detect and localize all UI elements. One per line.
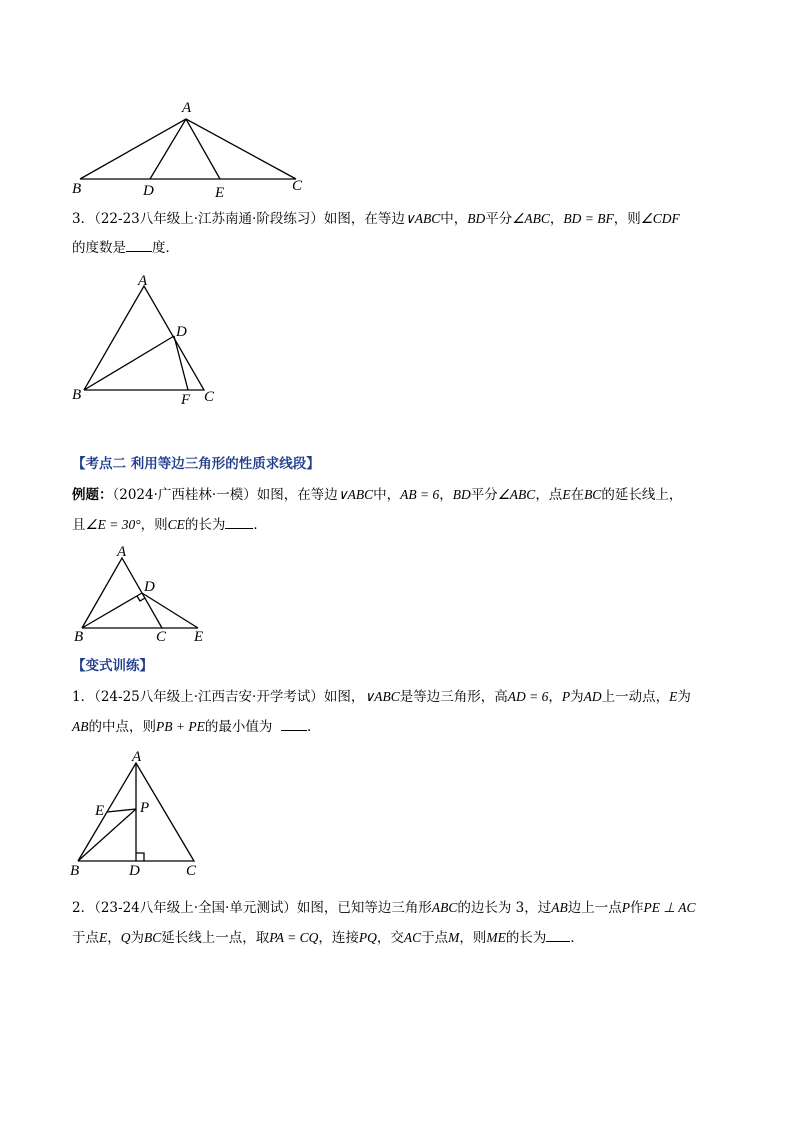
p2-math: AC (403, 930, 422, 945)
p2-text: 为 (130, 930, 144, 946)
example-text: 平分 (470, 487, 498, 503)
example-text: 在 (570, 487, 585, 503)
p1-text: 的中点，则 (88, 719, 156, 735)
q3-text: 平分 (485, 211, 513, 227)
example-text: ． (253, 517, 267, 533)
p1-math: AD = 6 (507, 689, 549, 704)
p2-math: BC (144, 930, 162, 945)
fig3-label-c: C (156, 629, 167, 645)
fig3-label-e: E (194, 629, 204, 645)
example-text: ，则 (140, 517, 168, 533)
p1-text: 1．（24-25八年级上·江西吉安·开学考试）如图， (72, 689, 365, 705)
p2-text: ，连接 (318, 930, 359, 946)
fig3-bd (82, 593, 142, 628)
example-text: 的延长线上， (601, 487, 683, 503)
p2-text: 的长为 (505, 930, 547, 946)
fig1-outline (80, 119, 296, 179)
q3-text: 中， (440, 211, 468, 227)
q3-text: 度． (152, 240, 179, 256)
example-math: BC (584, 487, 602, 502)
p1-text: 为 (570, 689, 584, 705)
p1-math: AB (72, 719, 89, 734)
p2-text: ，交 (376, 930, 404, 946)
answer-blank[interactable] (546, 927, 570, 942)
example-text: 且 (72, 517, 86, 533)
p2-math: M (448, 930, 460, 945)
fig1-label-d: D (143, 183, 154, 199)
p2-text: ． (570, 930, 584, 946)
p1-text: ． (306, 719, 321, 735)
fig1-label-e: E (215, 185, 225, 201)
practice-question-1 (72, 682, 732, 742)
fig2-label-c: C (204, 389, 215, 405)
p1-text: 的最小值为 (204, 719, 273, 735)
fig2-df (174, 336, 188, 390)
fig2-label-a: A (138, 273, 148, 289)
p2-math: E (99, 930, 108, 945)
example-math: ∨ABC (337, 487, 374, 502)
example-text: 中， (373, 487, 401, 503)
example-text: ，点 (535, 487, 563, 503)
p1-text: 是等边三角形，高 (399, 689, 508, 705)
fig2-bd (84, 336, 174, 390)
practice-question-2 (72, 893, 732, 953)
fig4-label-p: P (140, 800, 150, 816)
p2-math: Q (120, 930, 131, 945)
p2-math: P (621, 900, 630, 915)
fig2-label-b: B (72, 387, 82, 403)
fig3-label-d: D (144, 579, 155, 595)
p2-text: 作 (629, 900, 644, 916)
figure-1-triangle (60, 95, 330, 200)
example-math: AB = 6 (400, 487, 440, 502)
figure-3-svg (62, 542, 222, 645)
q3-text: 3．（22-23八年级上·江苏南通·阶段练习）如图，在等边 (72, 211, 405, 227)
example-text: ， (439, 487, 453, 503)
p2-text: 于点 (72, 930, 99, 946)
p2-text: ，则 (459, 930, 487, 946)
figure-2-svg (62, 270, 232, 410)
fig4-pe (107, 809, 136, 812)
p2-text: 2．（23-24八年级上·全国·单元测试）如图，已知等边三角形 (72, 900, 432, 916)
p2-math: PQ (358, 930, 377, 945)
example-text: （2024·广西桂林·一模）如图，在等边 (112, 487, 338, 503)
fig4-label-e: E (95, 803, 105, 819)
example-question (72, 480, 732, 540)
p2-text: 于点 (421, 930, 449, 946)
p2-text: ， (107, 930, 121, 946)
figure-2-triangle (62, 270, 232, 410)
question-3 (72, 204, 732, 263)
p2-math: PA = CQ (269, 930, 319, 945)
example-lead: 例题： (72, 487, 113, 503)
section-title-kaodian-2: 【考点二 利用等边三角形的性质求线段】 (72, 456, 320, 472)
q3-math: BD = BF (563, 211, 614, 226)
q3-math: BD (467, 211, 486, 226)
example-text: 的长为 (184, 517, 226, 533)
answer-blank[interactable] (126, 237, 152, 252)
p1-math: PB + PE (156, 719, 205, 734)
section-title-bianshi: 【变式训练】 (72, 658, 153, 674)
fig4-right-angle (136, 853, 144, 861)
p2-math: ABC (431, 900, 458, 915)
q3-math: ∠ABC (512, 211, 550, 226)
fig4-label-c: C (186, 863, 197, 879)
p1-math: P (561, 689, 571, 704)
p2-text: 的边长为 3，过 (457, 900, 552, 916)
q3-math: ∠CDF (640, 211, 680, 226)
p2-text: 延长线上一点，取 (161, 930, 270, 946)
fig3-label-a: A (117, 544, 127, 560)
example-math: CE (167, 517, 185, 532)
p1-math: AD (583, 689, 602, 704)
fig2-label-d: D (176, 324, 187, 340)
fig4-pb (78, 809, 136, 861)
q3-text: ，则 (613, 211, 641, 227)
fig4-label-a: A (132, 749, 142, 765)
p1-text: ， (548, 689, 562, 705)
p2-math: ME (486, 930, 506, 945)
p1-text: 为 (677, 689, 691, 705)
q3-text: 的度数是 (72, 240, 126, 256)
figure-3-triangle (62, 542, 222, 645)
fig3-label-b: B (74, 629, 84, 645)
example-math: E (562, 487, 571, 502)
example-math: ∠E = 30° (85, 517, 141, 532)
p1-math: E (669, 689, 678, 704)
fig2-label-f: F (181, 392, 191, 408)
fig1-label-b: B (72, 181, 82, 197)
fig1-label-c: C (292, 178, 303, 194)
fig3-de (142, 593, 198, 628)
answer-blank[interactable] (225, 514, 253, 529)
p2-math: PE ⊥ AC (643, 900, 696, 915)
example-math: BD (452, 487, 471, 502)
p1-text: 上一动点， (601, 689, 670, 705)
example-math: ∠ABC (497, 487, 536, 502)
fig4-label-b: B (70, 863, 80, 879)
q3-text: ， (549, 211, 564, 227)
p2-text: 边上一点 (567, 900, 622, 916)
figure-1-svg (60, 95, 330, 200)
q3-math: ∨ABC (404, 211, 441, 226)
figure-4-svg (62, 748, 222, 880)
p2-math: AB (551, 900, 568, 915)
p1-math: ∨ABC (364, 689, 400, 704)
fig4-label-d: D (129, 863, 140, 879)
fig1-label-a: A (182, 100, 192, 116)
fig1-ad (150, 119, 186, 179)
figure-4-triangle (62, 748, 222, 880)
answer-blank[interactable] (281, 716, 307, 731)
